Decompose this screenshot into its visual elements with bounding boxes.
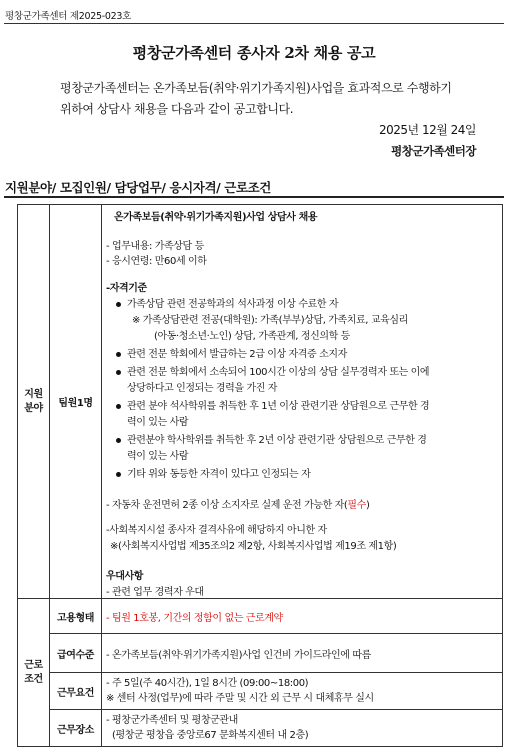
condition-row (18, 634, 503, 673)
conditions-category-label-1: 근로 (24, 659, 43, 671)
driver-license-requirement (106, 496, 369, 511)
license-text: - 자동차 운전면허 2종 이상 소지자로 실제 운전 가능한 자( (106, 500, 348, 511)
condition-row (18, 673, 503, 710)
qualification-text: 관련 분야 석사학위를 취득한 후 1년 이상 관련기관 상담원으로 근무한 경 (127, 401, 430, 412)
salary-value: - 온가족보듬(취약·위기가족지원)사업 인건비 가이드라인에 따름 (102, 634, 503, 673)
qualification-text: 관련분야 학사학위를 취득한 후 2년 이상 관련기관 상담원으로 근무한 경 (127, 435, 427, 446)
intro-line-1: 평창군가족센터는 온가족보듬(취약·위기가족지원)사업을 효과적으로 수행하기 (60, 81, 452, 95)
intro-paragraph (60, 78, 500, 120)
recruitment-table (17, 204, 503, 747)
bullet-icon (116, 438, 121, 443)
header-divider (4, 23, 504, 24)
working-hours-value (102, 673, 503, 710)
working-hours-note: ※ 센터 사정(업무)에 따라 주말 및 시간 외 근무 시 대체휴무 실시 (106, 693, 374, 704)
required-badge: 필수 (347, 500, 366, 511)
bullet-icon (116, 370, 121, 375)
employment-type-label: 고용형태 (50, 599, 102, 634)
conditions-category-cell (18, 599, 50, 747)
bullet-icon (116, 302, 121, 307)
qualification-item (116, 397, 429, 412)
working-hours-text: - 주 5일(주 40시간), 1일 8시간 (09:00~18:00) (106, 678, 309, 689)
document-number: 평창군가족센터 제2025-023호 (5, 11, 131, 22)
job-heading: 온가족보듬(취약·위기가족지원)사업 상담사 채용 (114, 212, 318, 223)
qualification-heading: -자격기준 (106, 283, 147, 294)
disqualification-law-note: ※(사회복지사업법 제35조의2 제2항, 사회복지사업법 제19조 제1항) (110, 541, 397, 552)
announcement-date: 2025년 12월 24일 (379, 123, 476, 137)
page-title: 평창군가족센터 종사자 2차 채용 공고 (132, 44, 376, 62)
section-title: 지원분야/ 모집인원/ 담당업무/ 응시자격/ 근로조건 (5, 180, 271, 195)
qualification-note-continued: (아동·청소년·노인) 상담, 가족관계, 정신의학 등 (154, 331, 350, 342)
qualification-item (116, 431, 427, 446)
bullet-icon (116, 404, 121, 409)
qualification-text: 관련 전문 학회에서 발급하는 2급 이상 자격증 소지자 (127, 349, 347, 360)
qualification-text-continued: 력이 있는 사람 (127, 417, 189, 428)
condition-row (18, 710, 503, 747)
qualification-text: 가족상담 관련 전공학과의 석사과정 이상 수료한 자 (127, 299, 339, 310)
workplace-text: - 평창군가족센터 및 평창군관내 (106, 715, 238, 726)
qualification-text-continued: 력이 있는 사람 (127, 451, 189, 462)
job-category-label-1: 지원 (24, 388, 43, 400)
employment-type-text: - 팀원 1호봉, 기간의 정함이 없는 근로계약 (106, 612, 283, 624)
qualification-item (116, 465, 310, 480)
section-divider (4, 196, 504, 198)
bullet-icon (116, 472, 121, 477)
preference-item: - 관련 업무 경력자 우대 (106, 587, 204, 598)
qualification-note: ※ 가족상담관련 전공(대학원): 가족(부부)상담, 가족치료, 교육심리 (132, 315, 408, 326)
salary-label: 급여수준 (50, 634, 102, 673)
qualification-item (116, 295, 338, 310)
license-close: ) (365, 500, 370, 511)
job-age-limit: - 응시연령: 만60세 이하 (106, 256, 207, 267)
qualification-item (116, 363, 429, 378)
working-hours-label: 근무요건 (50, 673, 102, 710)
preference-heading: 우대사항 (106, 571, 144, 582)
bullet-icon (116, 352, 121, 357)
qualification-text-continued: 상당하다고 인정되는 경력을 가진 자 (127, 383, 278, 394)
job-row (18, 205, 503, 599)
job-recruit-count: 팀원1명 (50, 205, 102, 599)
issuing-organization: 평창군가족센터장 (391, 144, 476, 158)
workplace-label: 근무장소 (50, 710, 102, 747)
workplace-address: (평창군 평창읍 중앙로67 문화복지센터 내 2층) (112, 730, 309, 741)
qualification-text: 관련 전문 학회에서 소속되어 100시간 이상의 상담 실무경력자 또는 이에 (127, 367, 430, 378)
intro-line-2: 위하여 상담사 채용을 다음과 같이 공고합니다. (60, 102, 294, 116)
qualification-text: 기타 위와 동등한 자격이 있다고 인정되는 자 (127, 469, 311, 480)
qualification-item (116, 345, 347, 360)
conditions-category-label-2: 조건 (24, 673, 43, 685)
job-duty: - 업무내용: 가족상담 등 (106, 241, 204, 252)
disqualification-requirement: -사회복지시설 종사자 결격사유에 해당하지 아니한 자 (106, 525, 327, 536)
employment-type-value (102, 599, 503, 634)
job-category-label-2: 분야 (24, 402, 43, 414)
workplace-value (102, 710, 503, 747)
job-description-cell (102, 205, 503, 599)
condition-row (18, 599, 503, 634)
job-category-cell (18, 205, 50, 599)
